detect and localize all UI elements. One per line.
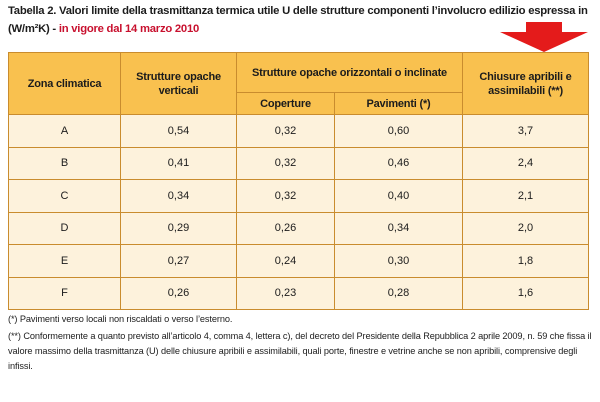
header-strutture-verticali: Strutture opache verticali: [121, 53, 237, 115]
cell-pavimenti: 0,46: [335, 147, 463, 180]
header-pavimenti: Pavimenti (*): [335, 93, 463, 115]
cell-verticali: 0,34: [121, 180, 237, 213]
cell-pavimenti: 0,30: [335, 245, 463, 278]
cell-coperture: 0,26: [237, 212, 335, 245]
caption-title: Tabella 2. Valori limite della trasmittanza termica utile U delle strutture componenti l’involucro edilizio espressa in (W/m²K): [8, 5, 588, 35]
table-row: [9, 277, 589, 310]
footnotes: [8, 312, 596, 376]
cell-zona: A: [9, 115, 121, 148]
table-row: [9, 180, 589, 213]
caption-separator: -: [49, 23, 59, 35]
cell-pavimenti: 0,28: [335, 277, 463, 310]
cell-verticali: 0,41: [121, 147, 237, 180]
header-zona-climatica: Zona climatica: [9, 53, 121, 115]
cell-verticali: 0,29: [121, 212, 237, 245]
cell-coperture: 0,23: [237, 277, 335, 310]
cell-zona: F: [9, 277, 121, 310]
cell-pavimenti: 0,40: [335, 180, 463, 213]
table-row: [9, 115, 589, 148]
table-row: [9, 212, 589, 245]
footnote-chiusure: (**) Conformemente a quanto previsto all’articolo 4, comma 4, lettera c), del decreto del Presidente della Repubblica 2 aprile 2009, n. 59 che fissa il valore massimo della trasmittanza (U) delle chiusure apribili e assimilabili, quali porte, finestre e vetrine anche se non apribili, comprensive degli infissi.: [8, 331, 592, 371]
cell-chiusure: 3,7: [463, 115, 589, 148]
table-row: [9, 245, 589, 278]
cell-coperture: 0,32: [237, 115, 335, 148]
cell-coperture: 0,24: [237, 245, 335, 278]
cell-zona: D: [9, 212, 121, 245]
cell-chiusure: 1,6: [463, 277, 589, 310]
header-chiusure-apribili: Chiusure apribili e assimilabili (**): [463, 53, 589, 115]
footnote-pavimenti: (*) Pavimenti verso locali non riscaldati o verso l’esterno.: [8, 314, 233, 324]
table-body: [9, 115, 589, 310]
thermal-transmittance-table: [8, 52, 589, 310]
cell-zona: B: [9, 147, 121, 180]
down-arrow-icon: [498, 22, 590, 52]
cell-chiusure: 2,4: [463, 147, 589, 180]
cell-chiusure: 1,8: [463, 245, 589, 278]
cell-coperture: 0,32: [237, 147, 335, 180]
cell-pavimenti: 0,60: [335, 115, 463, 148]
cell-coperture: 0,32: [237, 180, 335, 213]
cell-zona: C: [9, 180, 121, 213]
cell-chiusure: 2,1: [463, 180, 589, 213]
table-row: [9, 147, 589, 180]
header-coperture: Coperture: [237, 93, 335, 115]
header-strutture-orizzontali: Strutture opache orizzontali o inclinate: [237, 53, 463, 93]
cell-verticali: 0,27: [121, 245, 237, 278]
caption-effective-date: in vigore dal 14 marzo 2010: [58, 23, 200, 35]
cell-chiusure: 2,0: [463, 212, 589, 245]
cell-pavimenti: 0,34: [335, 212, 463, 245]
cell-zona: E: [9, 245, 121, 278]
cell-verticali: 0,26: [121, 277, 237, 310]
cell-verticali: 0,54: [121, 115, 237, 148]
